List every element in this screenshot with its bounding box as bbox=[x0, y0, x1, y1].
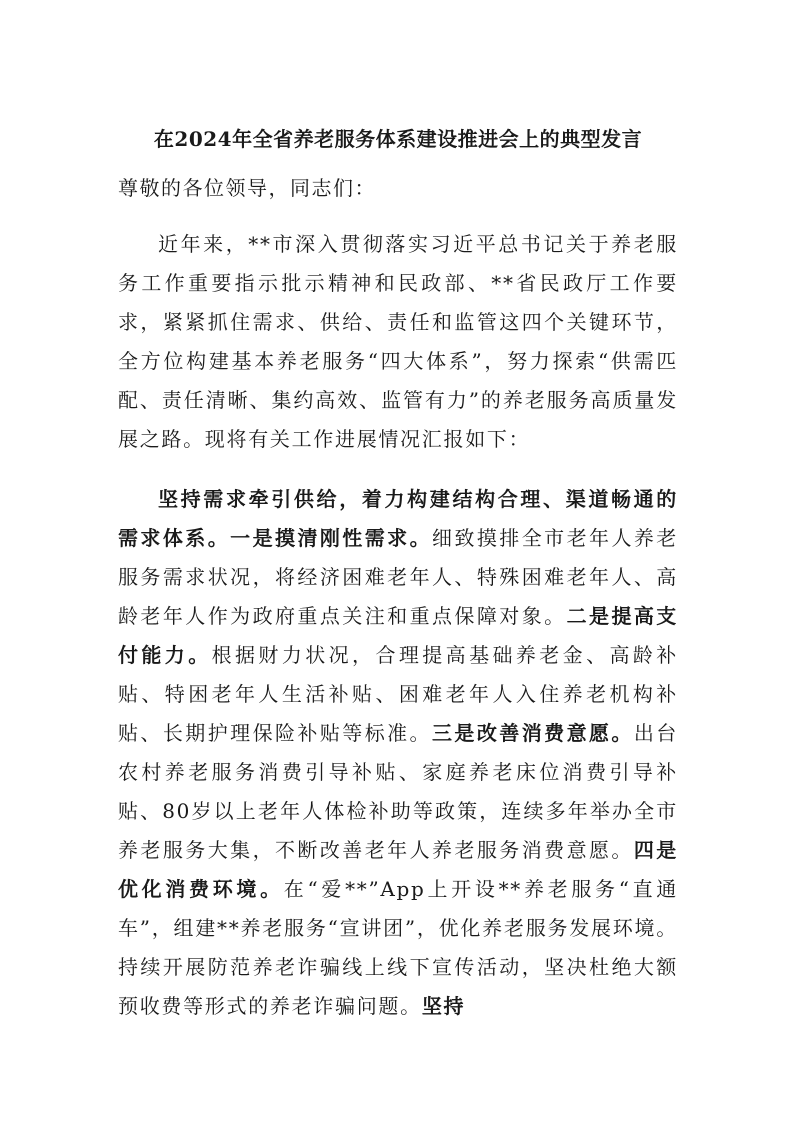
item-text: 细致摸排全市老年人养老服务需求状况，将经济困难老年人、特殊困难老年人、高龄老年人作为政府重点关注和重点保障对象。 bbox=[118, 526, 679, 628]
section-heading: 坚持需求牵引供给，着力构建结构合理、渠道畅通的需求体系。 bbox=[118, 487, 678, 550]
item-label: 三是改善消费意愿。 bbox=[432, 721, 634, 745]
item-label: 二是提高支付能力。 bbox=[118, 604, 679, 667]
item-text: 根据财力状况，合理提高基础养老金、高龄补贴、特困老年人生活补贴、困难老年人入住养老机构补贴、长期护理保险补贴等标准。 bbox=[118, 643, 678, 745]
section-paragraph bbox=[118, 480, 678, 1026]
salutation: 尊敬的各位领导，同志们： bbox=[118, 176, 376, 200]
item-label: 一是摸清刚性需求。 bbox=[230, 526, 433, 550]
intro-paragraph: 近年来，**市深入贯彻落实习近平总书记关于养老服务工作重要指示批示精神和民政部、**省民政厅工作要求，紧紧抓住需求、供给、责任和监管这四个关键环节，全方位构建基本养老服务“四大体系”，努力探索“供需匹配、责任清晰、集约高效、监管有力”的养老服务高质量发展之路。现将有关工作进展情况汇报如下： bbox=[118, 232, 678, 451]
item-text: 出台农村养老服务消费引导补贴、家庭养老床位消费引导补贴、80岁以上老年人体检补助等政策，连续多年举办全市养老服务大集，不断改善老年人养老服务消费意愿。 bbox=[118, 721, 678, 862]
item-text: 在“爱**”App上开设**养老服务“直通车”，组建**养老服务“宣讲团”，优化养老服务发展环境。持续开展防范养老诈骗线上线下宣传活动，坚决杜绝大额预收费等形式的养老诈骗问题。 bbox=[118, 877, 678, 1018]
item-label: 四是优化消费环境。 bbox=[118, 838, 678, 901]
document-title: 在2024年全省养老服务体系建设推进会上的典型发言 bbox=[153, 127, 643, 151]
next-section-start: 坚持 bbox=[421, 994, 466, 1018]
